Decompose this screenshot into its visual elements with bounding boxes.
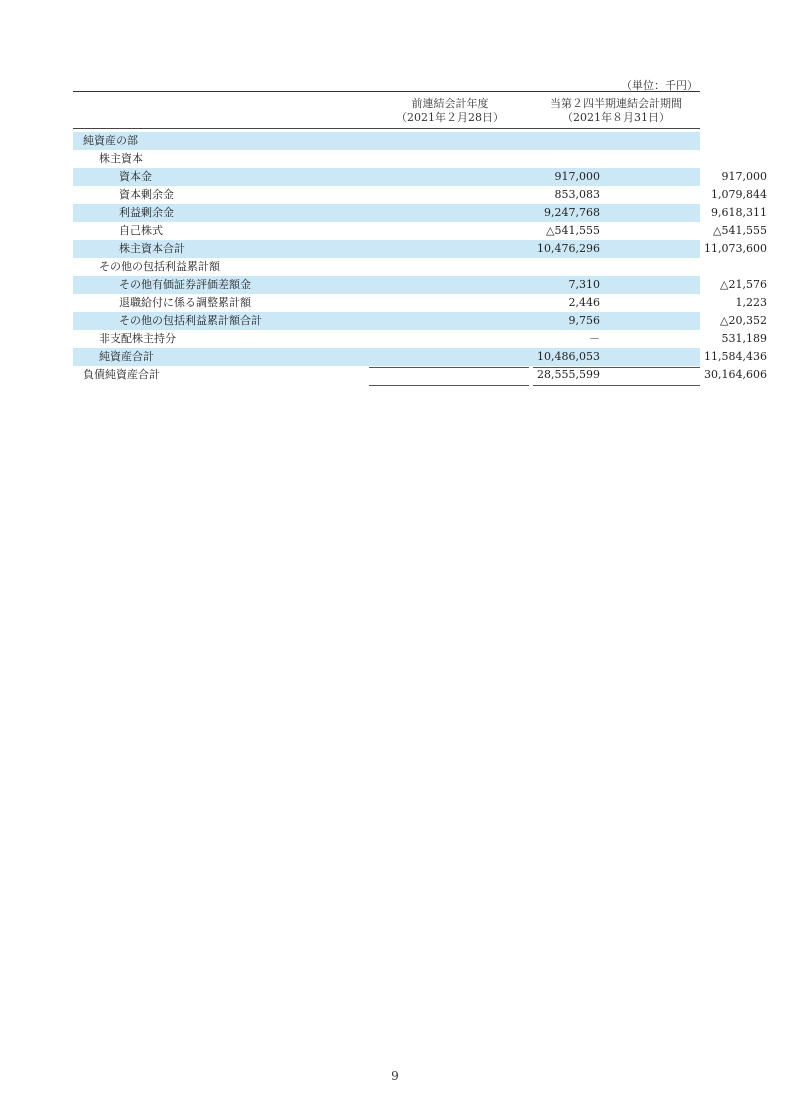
top-rule	[73, 91, 700, 92]
row-value-curr: 531,189	[721, 332, 767, 345]
row-label: 非支配株主持分	[99, 332, 176, 345]
row-value-prev: 10,486,053	[537, 350, 600, 363]
table-row	[73, 204, 767, 222]
row-label: 自己株式	[119, 224, 163, 237]
row-label: その他の包括利益累計額合計	[119, 314, 262, 327]
row-value-curr: 11,584,436	[704, 350, 767, 363]
row-label: 資本金	[119, 170, 152, 183]
row-label: 株主資本合計	[119, 242, 185, 255]
table-row	[73, 150, 700, 168]
row-value-curr: 9,618,311	[711, 206, 767, 219]
row-value-prev: 2,446	[568, 296, 600, 309]
row-value-prev: －	[589, 332, 600, 345]
row-value-curr: △541,555	[713, 224, 767, 237]
table-row	[73, 330, 767, 348]
page-number: 9	[391, 1069, 399, 1083]
row-value-prev: 28,555,599	[537, 368, 600, 381]
total-rule	[533, 385, 700, 386]
table-row	[73, 276, 767, 294]
row-value-prev: 9,247,768	[544, 206, 600, 219]
row-value-curr: 30,164,606	[704, 368, 767, 381]
row-label: 株主資本	[99, 152, 143, 165]
column-header-curr-date: （2021年８月31日）	[562, 111, 670, 124]
header-rule	[73, 128, 700, 129]
row-value-curr: 1,223	[735, 296, 767, 309]
column-header-prev	[368, 97, 532, 125]
row-label: 純資産の部	[83, 134, 138, 147]
table-row	[73, 132, 700, 150]
row-label: その他有価証券評価差額金	[119, 278, 251, 291]
column-header-curr	[532, 97, 700, 125]
row-value-prev: 7,310	[568, 278, 600, 291]
table-row	[73, 258, 700, 276]
table-row	[73, 240, 767, 258]
table-row	[73, 186, 767, 204]
row-value-curr: △21,576	[720, 278, 767, 291]
row-value-curr: 917,000	[721, 170, 767, 183]
balance-sheet-table	[73, 132, 767, 384]
column-header-prev-date: （2021年２月28日）	[396, 111, 504, 124]
row-value-prev: 917,000	[554, 170, 600, 183]
row-value-curr: 11,073,600	[704, 242, 767, 255]
row-value-prev: 853,083	[554, 188, 600, 201]
table-row	[73, 348, 767, 366]
row-value-curr: 1,079,844	[711, 188, 767, 201]
total-rule	[369, 385, 529, 386]
table-row	[73, 294, 767, 312]
row-label: その他の包括利益累計額	[99, 260, 220, 273]
column-header-curr-title: 当第２四半期連結会計期間	[550, 97, 682, 110]
row-label: 退職給付に係る調整累計額	[119, 296, 251, 309]
row-value-prev: △541,555	[546, 224, 600, 237]
row-value-curr: △20,352	[720, 314, 767, 327]
row-label: 純資産合計	[99, 350, 154, 363]
row-value-prev: 9,756	[568, 314, 600, 327]
row-value-prev: 10,476,296	[537, 242, 600, 255]
unit-label: （単位：千円）	[621, 79, 698, 92]
table-row	[73, 312, 767, 330]
row-label: 資本剰余金	[119, 188, 174, 201]
row-label: 利益剰余金	[119, 206, 174, 219]
column-header-prev-title: 前連結会計年度	[411, 97, 489, 110]
table-row	[73, 168, 767, 186]
table-row	[73, 366, 767, 384]
row-label: 負債純資産合計	[83, 368, 160, 381]
table-row	[73, 222, 767, 240]
